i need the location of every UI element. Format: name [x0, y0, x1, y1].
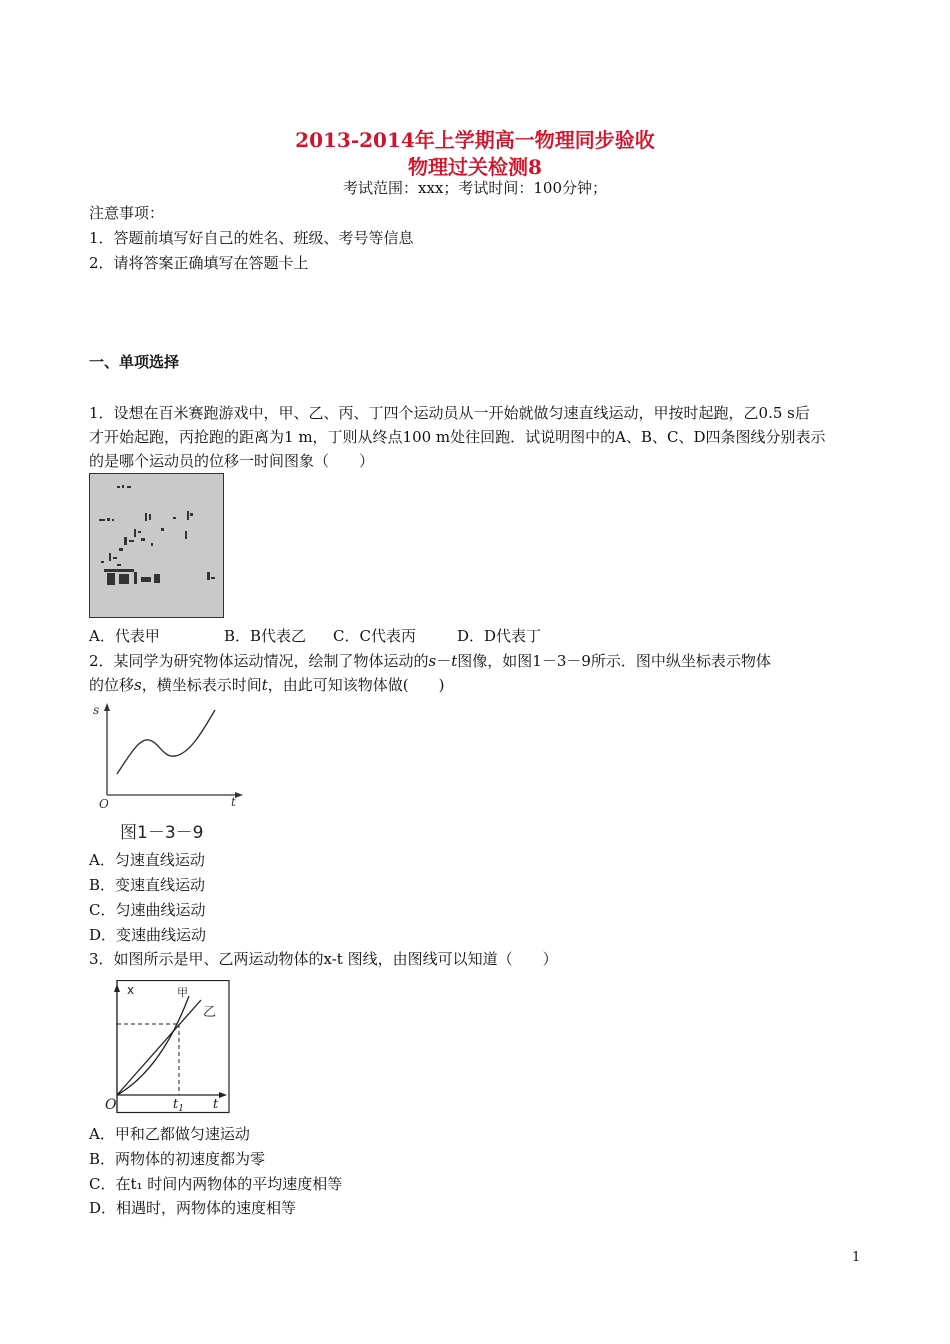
q2-text: 图像，如图1－3－9所示．图中纵坐标表示物体: [457, 652, 771, 670]
exam-title-line1: 2013-2014年上学期高一物理同步验收: [295, 128, 655, 152]
q2-var-s: s: [428, 652, 437, 670]
x-axis-label: t: [213, 1097, 219, 1112]
q2-text-line1: [89, 651, 771, 671]
x-axis-arrow: [235, 792, 243, 798]
q1-option-d: D．D代表丁: [457, 627, 542, 645]
q2-text-line2: [89, 675, 444, 695]
q2-text: －: [436, 652, 452, 670]
y-axis-arrow: [114, 984, 120, 992]
t1-label: $t_1$: [173, 1097, 184, 1114]
y-axis-label: s: [93, 703, 100, 717]
q2-var-t: t: [261, 676, 268, 694]
q3-option-c: C．在t₁ 时间内两物体的平均速度相等: [89, 1175, 343, 1193]
notice-item: 2．请将答案正确填写在答题卡上: [89, 254, 309, 272]
origin-label: O: [99, 797, 109, 810]
s-t-curve: [117, 710, 215, 774]
q2-figure-caption: 图1－3－9: [120, 823, 204, 843]
q3-option-a: A．甲和乙都做匀速运动: [89, 1125, 250, 1143]
origin-label: O: [105, 1097, 117, 1113]
page-number: 1: [852, 1250, 861, 1265]
x-axis-arrow: [219, 1092, 227, 1098]
notice-heading: 注意事项：: [89, 204, 165, 222]
q2-var-s: s: [134, 676, 142, 694]
exam-info: 考试范围：xxx；考试时间：100分钟；: [342, 179, 607, 197]
q2-option-a: A．匀速直线运动: [89, 851, 205, 869]
q3-option-d: D．相遇时，两物体的速度相等: [89, 1199, 297, 1217]
q1-text-line: 的是哪个运动员的位移一时间图象（ ）: [89, 452, 375, 470]
q2-option-d: D．变速曲线运动: [89, 926, 207, 944]
label-yi: 乙: [203, 1005, 217, 1020]
q1-text-line: 才开始起跑，丙抢跑的距离为1 m，丁则从终点100 m处往回跑．试说明图中的A、B、C、D四条图线分别表示: [89, 428, 826, 446]
line-yi: [117, 1000, 201, 1095]
curve-jia: [117, 996, 189, 1095]
q1-figure-image: [89, 473, 224, 618]
exam-title-line2: 物理过关检测8: [408, 155, 542, 179]
x-axis-label: t: [231, 795, 236, 809]
q1-text-line: 1．设想在百米赛跑游戏中，甲、乙、丙、丁四个运动员从一开始就做匀速直线运动，甲按时起跑，乙0.5 s后: [89, 404, 810, 422]
q2-graph: [89, 700, 249, 810]
y-axis-arrow: [104, 703, 110, 711]
q1-option-c: C．C代表丙: [333, 627, 416, 645]
q1-option-a: A．代表甲: [89, 627, 160, 645]
q2-text: 2．某同学为研究物体运动情况，绘制了物体运动的: [89, 652, 429, 670]
q1-option-b: B．B代表乙: [224, 627, 307, 645]
label-jia: 甲: [177, 986, 188, 999]
q3-graph: [89, 980, 231, 1114]
section-heading: 一、单项选择: [89, 353, 180, 371]
q3-option-b: B．两物体的初速度都为零: [89, 1150, 266, 1168]
q2-text: ，由此可知该物体做( ): [267, 676, 445, 694]
y-axis-label: x: [127, 983, 135, 997]
q2-option-b: B．变速直线运动: [89, 876, 206, 894]
q2-text: ，横坐标表示时间: [141, 676, 262, 694]
q2-option-c: C．匀速曲线运动: [89, 901, 206, 919]
q2-text: 的位移: [89, 676, 135, 694]
q3-text-line: 3．如图所示是甲、乙两运动物体的x-t 图线，由图线可以知道（ ）: [89, 950, 558, 968]
notice-item: 1．答题前填写好自己的姓名、班级、考号等信息: [89, 229, 414, 247]
q2-var-t: t: [451, 652, 458, 670]
figure-frame: [117, 981, 229, 1113]
